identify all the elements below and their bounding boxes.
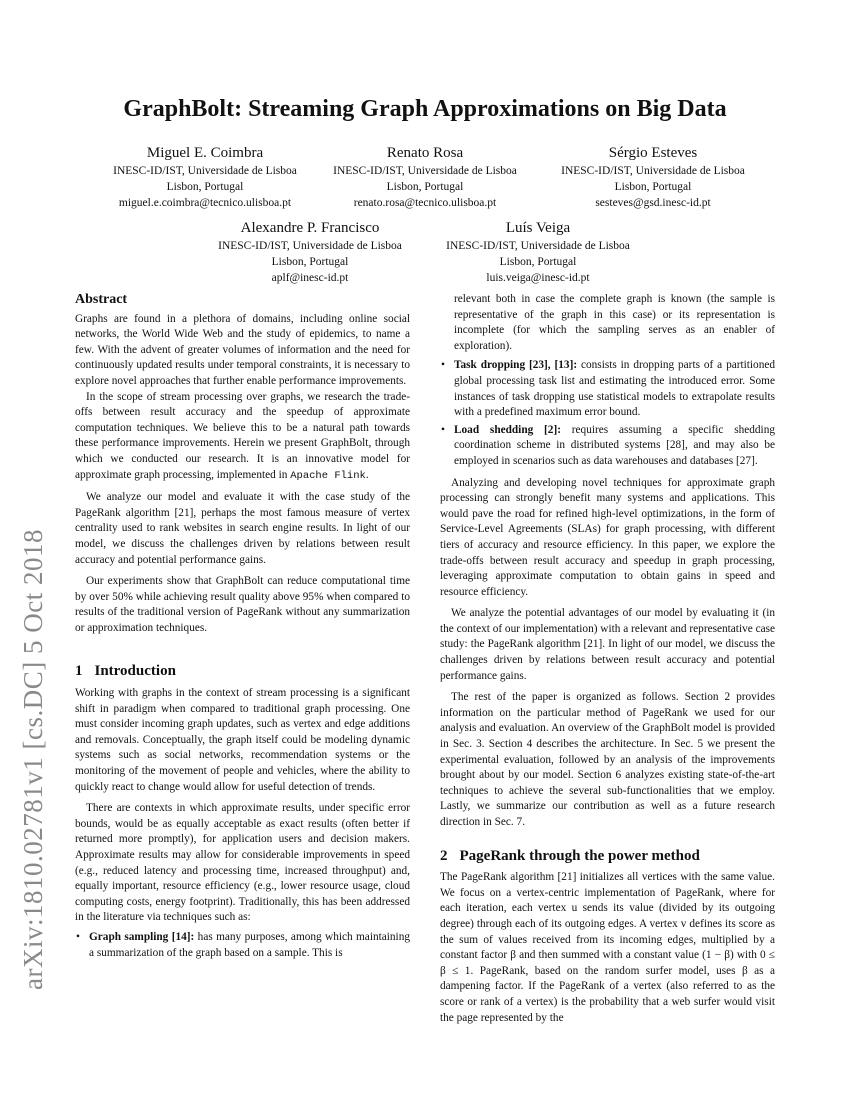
technique-list — [440, 358, 775, 469]
author-name: Alexandre P. Francisco — [240, 220, 380, 236]
list-item-label: Graph sampling [14]: — [89, 930, 195, 943]
author-email[interactable]: sesteves@gsd.inesc-id.pt — [595, 197, 711, 209]
intro-paragraph: Analyzing and developing novel techniques for approximate graph processing can strongly benefit many systems and applications. This would pave the road for refined high-level optimizations, in the form of Service-Level Agreements (SLAs) for graph processing, with different tiers of accuracy and resource efficiency. In this paper, we explore the trade-offs between result accuracy and speedup in graph processing, leveraging approximate computation to obtain gains in speed and resource efficiency. — [440, 476, 775, 598]
abstract-paragraph: We analyze our model and evaluate it with the case study of the PageRank algorithm [21], perhaps the most famous measure of vertex centrality used to rank websites in search engine results. In light of our model, we discuss the challenges driven by relations between result accuracy and potential performance gains. — [75, 491, 410, 566]
section-title: Introduction — [94, 663, 176, 680]
author-name: Renato Rosa — [386, 145, 464, 161]
list-item-text: requires assuming a specific shedding coordination scheme in distributed systems [28], and may also be employed in scenarios such as data warehouses and databases [27]. — [454, 423, 775, 467]
abstract-paragraph: Our experiments show that GraphBolt can reduce computational time by over 50% while achieving result quality above 95% when compared to results of the traditional version of PageRank without any summarization or approximation techniques. — [75, 575, 410, 634]
left-column — [75, 292, 410, 963]
author-affiliation: INESC-ID/IST, Universidade de Lisboa — [561, 165, 745, 177]
intro-paragraph: The rest of the paper is organized as follows. Section 2 provides information on the particular method of PageRank we used for our analysis and evaluation. An overview of the GraphBolt model is provided in Sec. 3. Section 4 describes the architecture. In Sec. 5 we present the experimental evaluation, followed by an analysis of the improvements brought about by our model. Section 6 analyzes existing state-of-the-art techniques to achieve the several sub-functionalities that we employ. Lastly, we summarize our contribution as well as a future research direction in Sec. 7. — [440, 691, 775, 828]
list-item-text: consists in dropping parts of a partitioned global processing task list and estimating the introduced error. Some instances of task dropping use statistical models to extrapolate results with a predefined maximum error bound. — [454, 359, 776, 419]
list-item-label: Task dropping [23], [13]: — [454, 359, 578, 372]
list-item — [440, 423, 775, 470]
arxiv-stamp: arXiv:1810.02781v1 [cs.DC] 5 Oct 2018 — [18, 529, 48, 990]
abstract-heading: Abstract — [75, 292, 128, 307]
bullet-icon: • — [441, 359, 445, 372]
section2-paragraph: The PageRank algorithm [21] initializes all vertices with the same value. We focus on a vertex-centric implementation of PageRank, where for each iteration, each vertex u sends its value (divided by its outgoing degree) through each of its outgoing edges. A vertex v defines its score as the sum of values received from its incoming edges, multiplied by a constant factor β and then summed with a constant value (1 − β) with 0 ≤ β ≤ 1. PageRank, based on the random surfer model, uses β as a dampening factor. If the PageRank of a vertex (also referred to as the score or rank of a vertex) is the probability that a web surfer would visit the page represented by the — [440, 871, 775, 1024]
author-email[interactable]: miguel.e.coimbra@tecnico.ulisboa.pt — [118, 197, 292, 209]
author-location: Lisbon, Portugal — [614, 181, 692, 193]
abstract-text-end: . — [365, 468, 369, 481]
section-number: 2 — [440, 847, 448, 864]
bullet-icon: • — [441, 423, 445, 436]
author-name: Sérgio Esteves — [608, 145, 698, 161]
list-item-label: Load shedding [2]: — [454, 423, 561, 436]
abstract-text: In the scope of stream processing over graphs, we research the trade-offs between result accuracy and the speedup of approximate computation techniques. We believe this to be a natural path towards these performance improvements. Herein we present GraphBolt, through which we conducted our research. It is an innovative model for approximate graph processing, implemented in — [75, 390, 410, 481]
author-affiliation: INESC-ID/IST, Universidade de Lisboa — [446, 240, 630, 252]
abstract-paragraph: Graphs are found in a plethora of domains, including online social networks, the World Wide Web and the study of epidemics, to name a few. With the advent of greater volumes of information and the need for continuously updated results under temporal constraints, it is necessary to explore novel approaches that further enable performance improvements. — [75, 312, 410, 387]
bullet-icon: • — [76, 930, 80, 943]
author-location: Lisbon, Portugal — [166, 181, 244, 193]
author-block — [398, 218, 678, 286]
section-heading — [440, 849, 775, 865]
technique-list — [75, 930, 410, 961]
author-affiliation: INESC-ID/IST, Universidade de Lisboa — [113, 165, 297, 177]
author-email[interactable]: aplf@inesc-id.pt — [271, 272, 349, 284]
author-affiliation: INESC-ID/IST, Universidade de Lisboa — [218, 240, 402, 252]
right-column — [440, 292, 775, 1026]
list-item-text: has many purposes, among which maintaining a summarization of the graph based on a sample. This is — [89, 930, 410, 959]
intro-paragraph: There are contexts in which approximate results, under specific error bounds, would be as equally acceptable as exact results (often better if returned more promptly), for application users and decision makers. Approximate results may allow for considerable improvements in speed (e.g., reduced latency and processing time, increased throughput) and, equally important, resource efficiency (e.g., lower resource usage, cloud computing costs, energy footprint). Traditionally, this has been addressed in the literature via techniques such as: — [75, 802, 410, 924]
author-location: Lisbon, Portugal — [386, 181, 464, 193]
section-title: PageRank through the power method — [459, 847, 700, 864]
author-name: Luís Veiga — [505, 220, 571, 236]
section-number: 1 — [75, 663, 83, 680]
author-affiliation: INESC-ID/IST, Universidade de Lisboa — [333, 165, 517, 177]
author-email[interactable]: luis.veiga@inesc-id.pt — [486, 272, 590, 284]
author-email[interactable]: renato.rosa@tecnico.ulisboa.pt — [353, 197, 497, 209]
author-block — [513, 143, 793, 211]
list-item — [440, 358, 775, 420]
author-location: Lisbon, Portugal — [499, 256, 577, 268]
abstract-paragraph — [75, 390, 410, 485]
author-location: Lisbon, Portugal — [271, 256, 349, 268]
author-name: Miguel E. Coimbra — [146, 145, 264, 161]
intro-paragraph: We analyze the potential advantages of our model by evaluating it (in the context of our implementation) with a relevant and representative case study: the PageRank algorithm [21]. In light of our model, we discuss the challenges driven by relations between result accuracy and potential performance gains. — [440, 607, 776, 682]
list-item-continuation: relevant both in case the complete graph is known (the sample is representative of the graph in this case) or its representation is incomplete (for which the sampling serves as an enabler of exploration). — [454, 293, 775, 352]
paper-title: GraphBolt: Streaming Graph Approximations on Big Data — [123, 96, 727, 122]
intro-paragraph: Working with graphs in the context of stream processing is a significant shift in paradigm when compared to traditional graph processing. One must consider incoming graph updates, such as vertex and edge additions and removals. Conceptually, the graph itself could be modeling dynamic systems such as social networks, recommendation systems or the monitoring of the movement of people and vehicles, where the ability to quickly react to change would allow for useful detection of trends. — [75, 687, 410, 793]
section-heading — [75, 664, 410, 680]
list-item — [75, 930, 410, 961]
apache-flink-code: Apache Flink — [290, 469, 366, 482]
